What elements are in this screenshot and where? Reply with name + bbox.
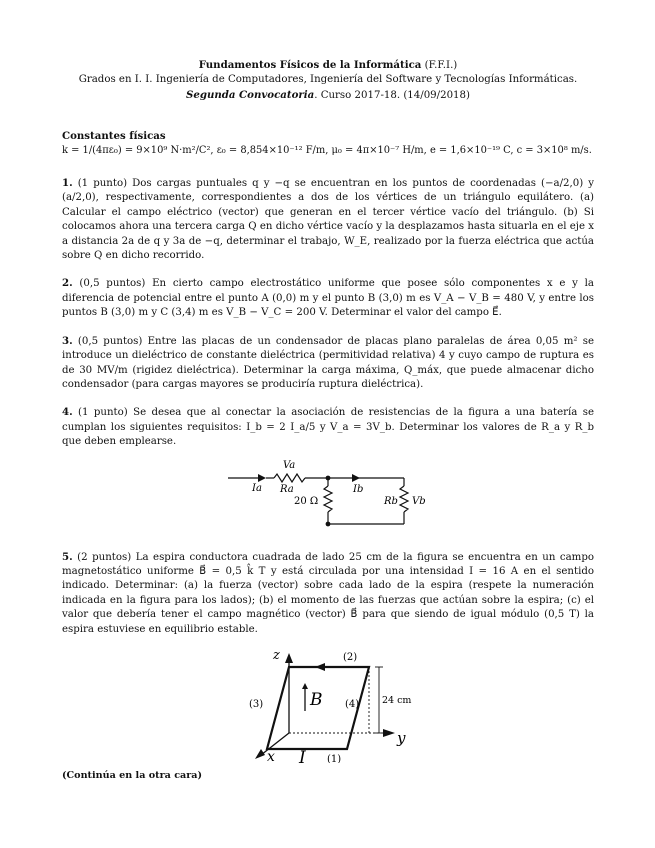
x-axis-label: x [267, 748, 275, 763]
course-date: . Curso 2017-18. (14/09/2018) [314, 89, 470, 101]
current-direction-arrow-icon [315, 663, 325, 671]
y-axis-arrow-icon [383, 729, 395, 737]
problem-number: 4. [62, 406, 73, 419]
side-3-label: (3) [249, 698, 264, 710]
session-name: Segunda Convocatoria [186, 88, 315, 101]
side-2-label: (2) [343, 651, 358, 663]
b-field-label: B [310, 689, 323, 710]
problem-1 [62, 176, 594, 263]
y-axis-label: y [397, 728, 406, 747]
z-axis-arrow-icon [285, 653, 293, 663]
label-ia: Ia [252, 482, 262, 494]
label-rb: Rb [384, 495, 398, 507]
exam-header [62, 58, 594, 103]
constants-title: Constantes físicas [62, 130, 166, 143]
z-axis-label: z [273, 647, 280, 663]
x-axis-line [261, 733, 289, 755]
problem-2 [62, 276, 594, 320]
problem-5 [62, 550, 594, 637]
magnetic-loop-figure [243, 645, 413, 763]
node-dot-icon [326, 521, 331, 526]
label-20-ohm: 20 Ω [294, 495, 319, 507]
label-ib: Ib [353, 483, 364, 495]
resistor-ra-icon [274, 474, 305, 482]
label-va: Va [283, 459, 296, 471]
problem-text: (0,5 puntos) Entre las placas de un condensador de placas plano paralelas de área 0,05 m² se introduce un dieléctrico de constante dieléctrica (permitividad relativa) 4 y cuyo campo de ruptura es de 30 MV/m (rigidez dieléctrica). Determinar la carga máxima, Q_máx, que puede almacenar dicho condensador (para cargas mayores se produciría ruptura dieléctrica). [62, 335, 594, 390]
resistor-rb-icon [400, 486, 408, 512]
current-arrow-icon [258, 474, 266, 482]
problem-text: (0,5 puntos) En cierto campo electrostático uniforme que posee sólo componentes x e y la diferencia de potencial entre el punto A (0,0) m y el punto B (3,0) m es V_A − V_B = 480 V, y entre los puntos B (3,0) m y C (3,4) m es V_B − V_C = 200 V. Determinar el valor del campo E⃗. [62, 278, 595, 319]
course-title: Fundamentos Físicos de la Informática [198, 59, 422, 71]
side-4-label: (4) [345, 698, 360, 710]
problem-number: 1. [62, 177, 73, 190]
problem-number: 3. [62, 334, 73, 347]
exam-page [62, 58, 594, 783]
resistor-20-icon [324, 486, 332, 512]
current-arrow-icon [352, 474, 360, 482]
side-1-label: (1) [327, 753, 342, 763]
course-title-suffix: (F.F.I.) [421, 60, 458, 71]
height-label: 24 cm [382, 694, 412, 706]
degrees-line: Grados en I. I. Ingeniería de Computadores, Ingeniería del Software y Tecnologías Informáticas. [78, 74, 578, 86]
problem-text: (1 punto) Se desea que al conectar la asociación de resistencias de la figura a una batería se cumplan los siguientes requisitos: I_b = 2 I_a/5 y V_a = 3V_b. Determinar los valores de R_a y R_b que deben emplearse. [62, 407, 594, 448]
problem-number: 2. [62, 277, 73, 290]
label-ra: Ra [280, 483, 294, 495]
problem-4 [62, 405, 594, 449]
constants-line: k = 1/(4πε₀) = 9×10⁹ N·m²/C², ε₀ = 8,854×10⁻¹² F/m, μ₀ = 4π×10⁻⁷ H/m, e = 1,6×10⁻¹⁹ C, c = 3×10⁸ m/s. [62, 144, 592, 156]
b-field-arrow-icon [302, 683, 308, 689]
resistor-circuit-figure [228, 456, 428, 534]
problem-number: 5. [62, 550, 73, 563]
x-axis-arrow-icon [255, 749, 265, 759]
label-vb: Vb [412, 495, 426, 507]
problem-text: (2 puntos) La espira conductora cuadrada de lado 25 cm de la figura se encuentra en un campo magnetostático uniforme B⃗ = 0,5 k̂ T y está circulada por una intensidad I = 16 A en el sentido indicado. Determinar: (a) la fuerza (vector) sobre cada lado de la espira (respete la numeración indicada en la figura para los lados); (b) el momento de las fuerzas que actúan sobre la espira; (c) el valor que debería tener el campo magnético (vector) B⃗ para que siendo de igual módulo (0,5 T) la espira estuviese en equilibrio estable. [62, 551, 594, 635]
current-label: I [299, 747, 306, 763]
continue-note: (Continúa en la otra cara) [62, 769, 203, 781]
problem-3 [62, 334, 594, 393]
problem-text: (1 punto) Dos cargas puntuales q y −q se encuentran en los puntos de coordenadas (−a/2,0) y (a/2,0), respectivamente, correspondientes a dos de los vértices de un triángulo equilátero. (a) Calcular el campo eléctrico (vector) que generan en el tercer vértice vacío del triángulo. (b) Si colocamos ahora una tercera carga Q en dicho vértice vacío y la desplazamos hasta situarla en el eje x a distancia 2a de q y 3a de −q, determinar el trabajo, W_E, realizado por la fuerza eléctrica que actúa sobre Q en dicho recorrido. [62, 178, 594, 262]
